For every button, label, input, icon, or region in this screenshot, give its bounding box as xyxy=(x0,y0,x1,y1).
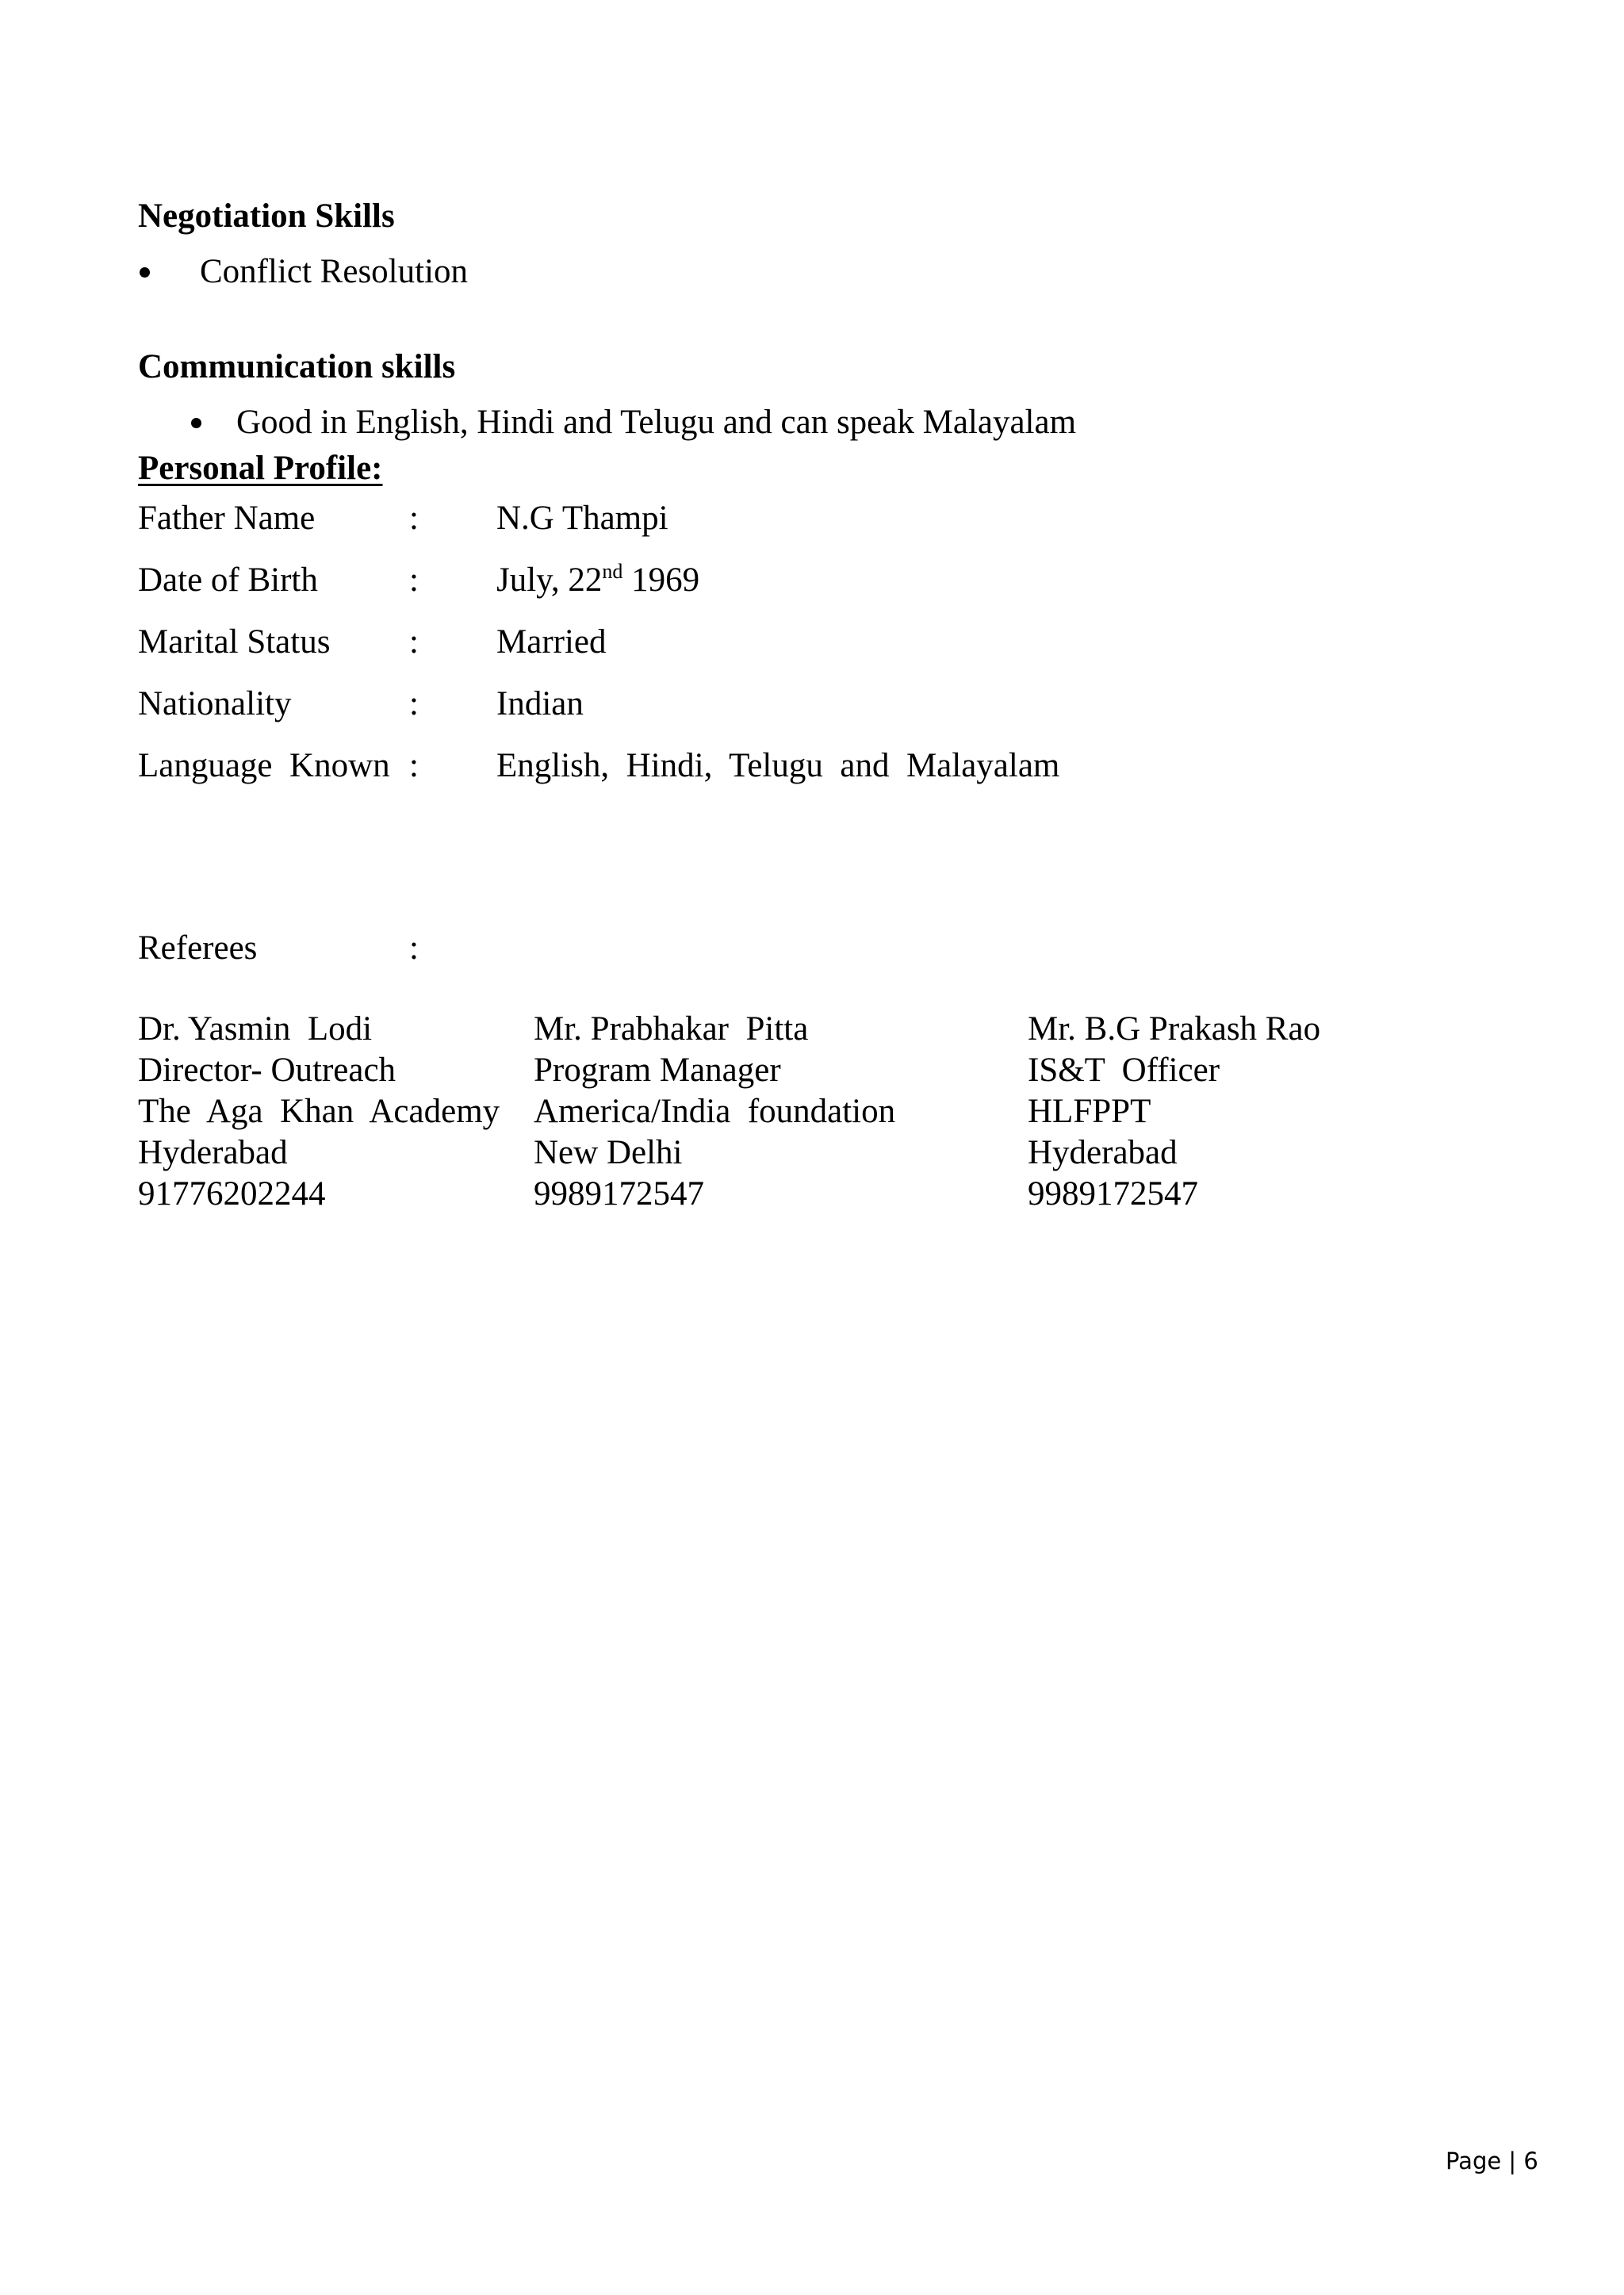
profile-label-nationality: Nationality xyxy=(138,685,292,722)
profile-separator: : xyxy=(409,561,419,599)
profile-label-language-known: Language Known xyxy=(138,747,390,784)
referee-3-name: Mr. B.G Prakash Rao xyxy=(1028,1010,1321,1048)
profile-label-father-name: Father Name xyxy=(138,500,316,537)
referee-2-phone: 9989172547 xyxy=(534,1175,704,1213)
dob-year: 1969 xyxy=(622,561,700,599)
negotiation-skills-heading: Negotiation Skills xyxy=(138,197,395,235)
dob-suffix: nd xyxy=(602,560,623,583)
referee-2-organization: America/India foundation xyxy=(534,1093,896,1130)
negotiation-skill-item: Conflict Resolution xyxy=(200,253,469,290)
profile-label-date-of-birth: Date of Birth xyxy=(138,561,318,599)
profile-value-nationality: Indian xyxy=(496,685,584,722)
profile-value-father-name: N.G Thampi xyxy=(496,500,668,537)
communication-skill-item: Good in English, Hindi and Telugu and can speak Malayalam xyxy=(236,404,1077,441)
referee-1-title: Director- Outreach xyxy=(138,1052,396,1089)
profile-value-marital-status: Married xyxy=(496,623,607,661)
referee-1-phone: 91776202244 xyxy=(138,1175,326,1213)
profile-label-marital-status: Marital Status xyxy=(138,623,331,661)
referee-2-title: Program Manager xyxy=(534,1052,781,1089)
page-number: Page | 6 xyxy=(1446,2147,1538,2174)
profile-separator: : xyxy=(409,623,419,661)
bullet-icon xyxy=(140,267,150,278)
referee-1-organization: The Aga Khan Academy xyxy=(138,1093,500,1130)
profile-value-language-known: English, Hindi, Telugu and Malayalam xyxy=(496,747,1060,784)
referee-2-city: New Delhi xyxy=(534,1134,683,1171)
dob-day: July, 22 xyxy=(496,561,603,599)
referee-1-name: Dr. Yasmin Lodi xyxy=(138,1010,373,1048)
bullet-icon xyxy=(191,418,201,428)
referee-3-title: IS&T Officer xyxy=(1028,1052,1220,1089)
referee-3-phone: 9989172547 xyxy=(1028,1175,1198,1213)
referee-3-city: Hyderabad xyxy=(1028,1134,1178,1171)
referee-3-organization: HLFPPT xyxy=(1028,1093,1151,1130)
personal-profile-heading: Personal Profile: xyxy=(138,450,383,487)
profile-separator: : xyxy=(409,500,419,537)
referees-label: Referees xyxy=(138,929,258,967)
referees-separator: : xyxy=(409,929,419,967)
profile-separator: : xyxy=(409,747,419,784)
communication-skills-heading: Communication skills xyxy=(138,348,456,385)
profile-separator: : xyxy=(409,685,419,722)
referee-1-city: Hyderabad xyxy=(138,1134,288,1171)
referee-2-name: Mr. Prabhakar Pitta xyxy=(534,1010,809,1048)
profile-value-date-of-birth xyxy=(496,560,699,601)
